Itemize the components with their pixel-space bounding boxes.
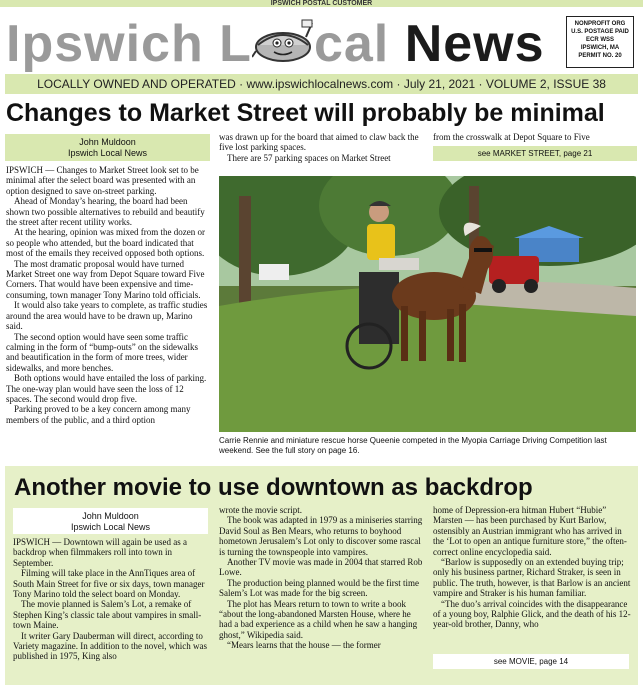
story1-column-2: was drawn up for the board that aimed to claw back the five lost parking spaces. There are 57 parking spaces on Market Street	[219, 132, 419, 163]
newspaper-title	[6, 14, 545, 74]
title-word-local: L cal	[219, 15, 390, 73]
see-movie-link[interactable]: see MOVIE, page 14	[433, 654, 629, 669]
story1-column-3: from the crosswalk at Depot Square to Five	[433, 132, 590, 142]
postage-indicia: NONPROFIT ORG U.S. POSTAGE PAID ECR WSS IPSWICH, MA PERMIT NO. 20	[566, 16, 634, 68]
carriage-driving-photo	[219, 176, 636, 432]
title-word-ipswich: Ipswich	[6, 15, 204, 73]
postal-customer-strip: IPSWICH POSTAL CUSTOMER	[0, 0, 643, 7]
story2-column-2: wrote the movie script. The book was adapted in 1979 as a miniseries starring David Soul as Ben Mears, who returns to boyhood hometown Jerusalem’s Lot only to discover some rascal is turning the townspeople into vampires. Another TV movie was made in 2004 that starred Rob Lowe. The production being planned would be the first time Salem’s Lot was made for the big screen. The plot has Mears return to town to write a book “about the long-abandoned Marsten House, where he had a bad experience as a child when he saw a hanging ghost,” Wikipedia said. “Mears learns that the house — the former	[219, 505, 423, 651]
headline-movie-downtown: Another movie to use downtown as backdrop	[14, 474, 533, 501]
title-word-news: News	[404, 15, 545, 73]
byline-story2: John Muldoon Ipswich Local News	[13, 508, 208, 534]
story1-column-1: IPSWICH — Changes to Market Street look set to be minimal after the select board was presented with an option designed to save on-street parking. Ahead of Monday’s hearing, the board had been shown two possible alternatives to rebuild and beautify the street after recent utility works. At the hearing, opinion was mixed from the dozen or so people who attended, but the board indicated that most of the emails they received opposed both options. The most dramatic proposal would have turned Market Street one way from Depot Square toward Five Corners. That would have been expensive and time-consuming, town manager Tony Marino told officials. It would also take years to complete, as traffic studies around the area would have to be drawn up, Marino said. The second option would have seen some traffic calming in the form of “bump-outs” on the sidewalks and beautification in the form of more trees, wider sidewalks, and more benches. Both options would have entailed the loss of parking. The one-way plan would have seen the loss of 12 spaces. The second would drop five. Parking proved to be a key concern among many members of the public, and a third option	[6, 165, 208, 425]
masthead	[0, 10, 643, 72]
dateline-banner: LOCALLY OWNED AND OPERATED · www.ipswichlocalnews.com · July 21, 2021 · VOLUME 2, ISSUE 38	[5, 74, 638, 94]
mascot-clam-logo-icon	[252, 17, 314, 67]
see-market-street-link[interactable]: see MARKET STREET, page 21	[433, 146, 637, 161]
headline-market-street: Changes to Market Street will probably be minimal	[6, 99, 605, 127]
story2-column-1: IPSWICH — Downtown will again be used as a backdrop when filmmakers roll into town in September. Filming will take place in the AnnTiques area of South Main Street for five or six days, town manager Tony Marino told the select board on Monday. The movie planned is Salem’s Lot, a remake of Stephen King’s classic tale about vampires in small-town Maine. It writer Gary Dauberman will direct, according to Variety magazine. In addition to the novel, which was published in 1975, King also	[13, 537, 207, 662]
byline-story1: John Muldoon Ipswich Local News	[5, 134, 210, 161]
story2-column-3: home of Depression-era hitman Hubert “Hubie” Marsten — has been purchased by Kurt Barlow, ostensibly an Austrian immigrant who has arrived in the ‘Lot to open an antique furniture store,” the often-correct online encyclopedia said. “Barlow is supposedly on an extended buying trip; only his business partner, Richard Straker, is seen in public. The truth, however, is that Barlow is an ancient vampire and Straker is his human familiar. “The duo’s arrival coincides with the disappearance of a young boy, Ralphie Glick, and the death of his 12-year-old brother, Danny, who	[433, 505, 631, 630]
photo-caption: Carrie Rennie and miniature rescue horse Queenie competed in the Myopia Carriage Driving Competition last weekend. See the full story on page 16.	[219, 436, 607, 455]
